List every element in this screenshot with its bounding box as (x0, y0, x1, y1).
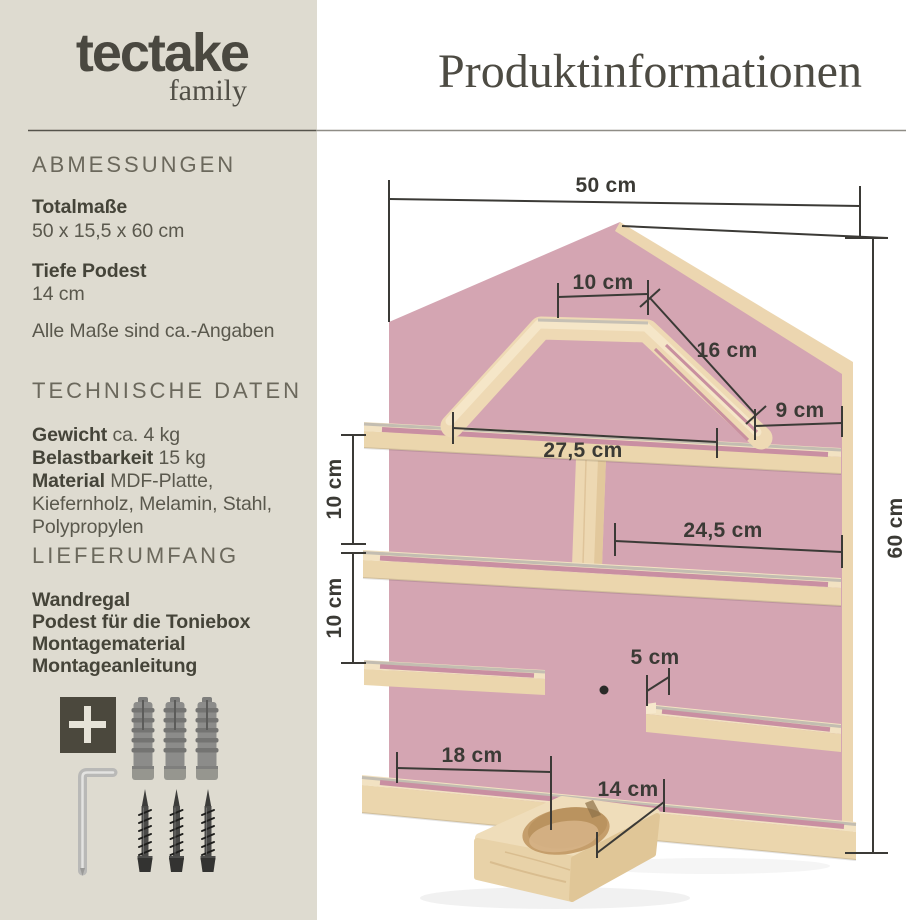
allen-key-icon (80, 773, 113, 877)
screw-icon (138, 789, 216, 872)
material-row: Material MDF-Platte, Kiefernholz, Melamin, Stahl, Polypropylen (32, 470, 272, 538)
mount-hole-dot (600, 686, 609, 695)
dim-label-27-5cm: 27,5 cm (543, 439, 623, 462)
totalmasse-value: 50 x 15,5 x 60 cm (32, 220, 185, 242)
plus-square-icon (60, 697, 116, 753)
wall-plug-icon (132, 697, 219, 780)
tiefe-podest-value: 14 cm (32, 283, 85, 305)
dim-label-10cm-gap1: 10 cm (323, 458, 346, 520)
dim-gap1 (323, 435, 366, 544)
dim-label-50cm: 50 cm (575, 174, 637, 197)
brand-logo: tectake (75, 23, 248, 83)
dim-label-9cm: 9 cm (775, 399, 825, 422)
section-heading-technische-daten: TECHNISCHE DATEN (32, 378, 303, 403)
hardware-set (60, 697, 219, 876)
dim-label-14cm: 14 cm (597, 778, 659, 801)
totalmasse-label: Totalmaße (32, 196, 128, 218)
dim-label-18cm: 18 cm (441, 744, 503, 767)
center-post (572, 458, 606, 566)
dim-label-24-5cm: 24,5 cm (683, 519, 763, 542)
dim-label-10cm-roof: 10 cm (572, 271, 634, 294)
lieferumfang-item: Wandregal (32, 589, 131, 611)
dim-label-10cm-gap2: 10 cm (323, 577, 346, 639)
dim-gap2 (323, 553, 366, 663)
belastbarkeit-row: Belastbarkeit 15 kg (32, 447, 206, 469)
gewicht-row: Gewicht ca. 4 kg (32, 424, 180, 446)
lieferumfang-item: Montagematerial (32, 633, 186, 655)
section-heading-abmessungen: ABMESSUNGEN (32, 152, 237, 177)
dim-label-5cm: 5 cm (630, 646, 680, 669)
dimensions-note: Alle Maße sind ca.-Angaben (32, 320, 275, 342)
page-title: Produktinformationen (438, 45, 862, 98)
lieferumfang-item: Montageanleitung (32, 655, 198, 677)
tiefe-podest-label: Tiefe Podest (32, 260, 147, 282)
section-heading-lieferumfang: LIEFERUMFANG (32, 543, 240, 568)
brand-logo-sub: family (168, 74, 247, 107)
dim-label-60cm: 60 cm (884, 497, 907, 559)
lieferumfang-item: Podest für die Toniebox (32, 611, 251, 633)
dim-label-16cm: 16 cm (696, 339, 758, 362)
